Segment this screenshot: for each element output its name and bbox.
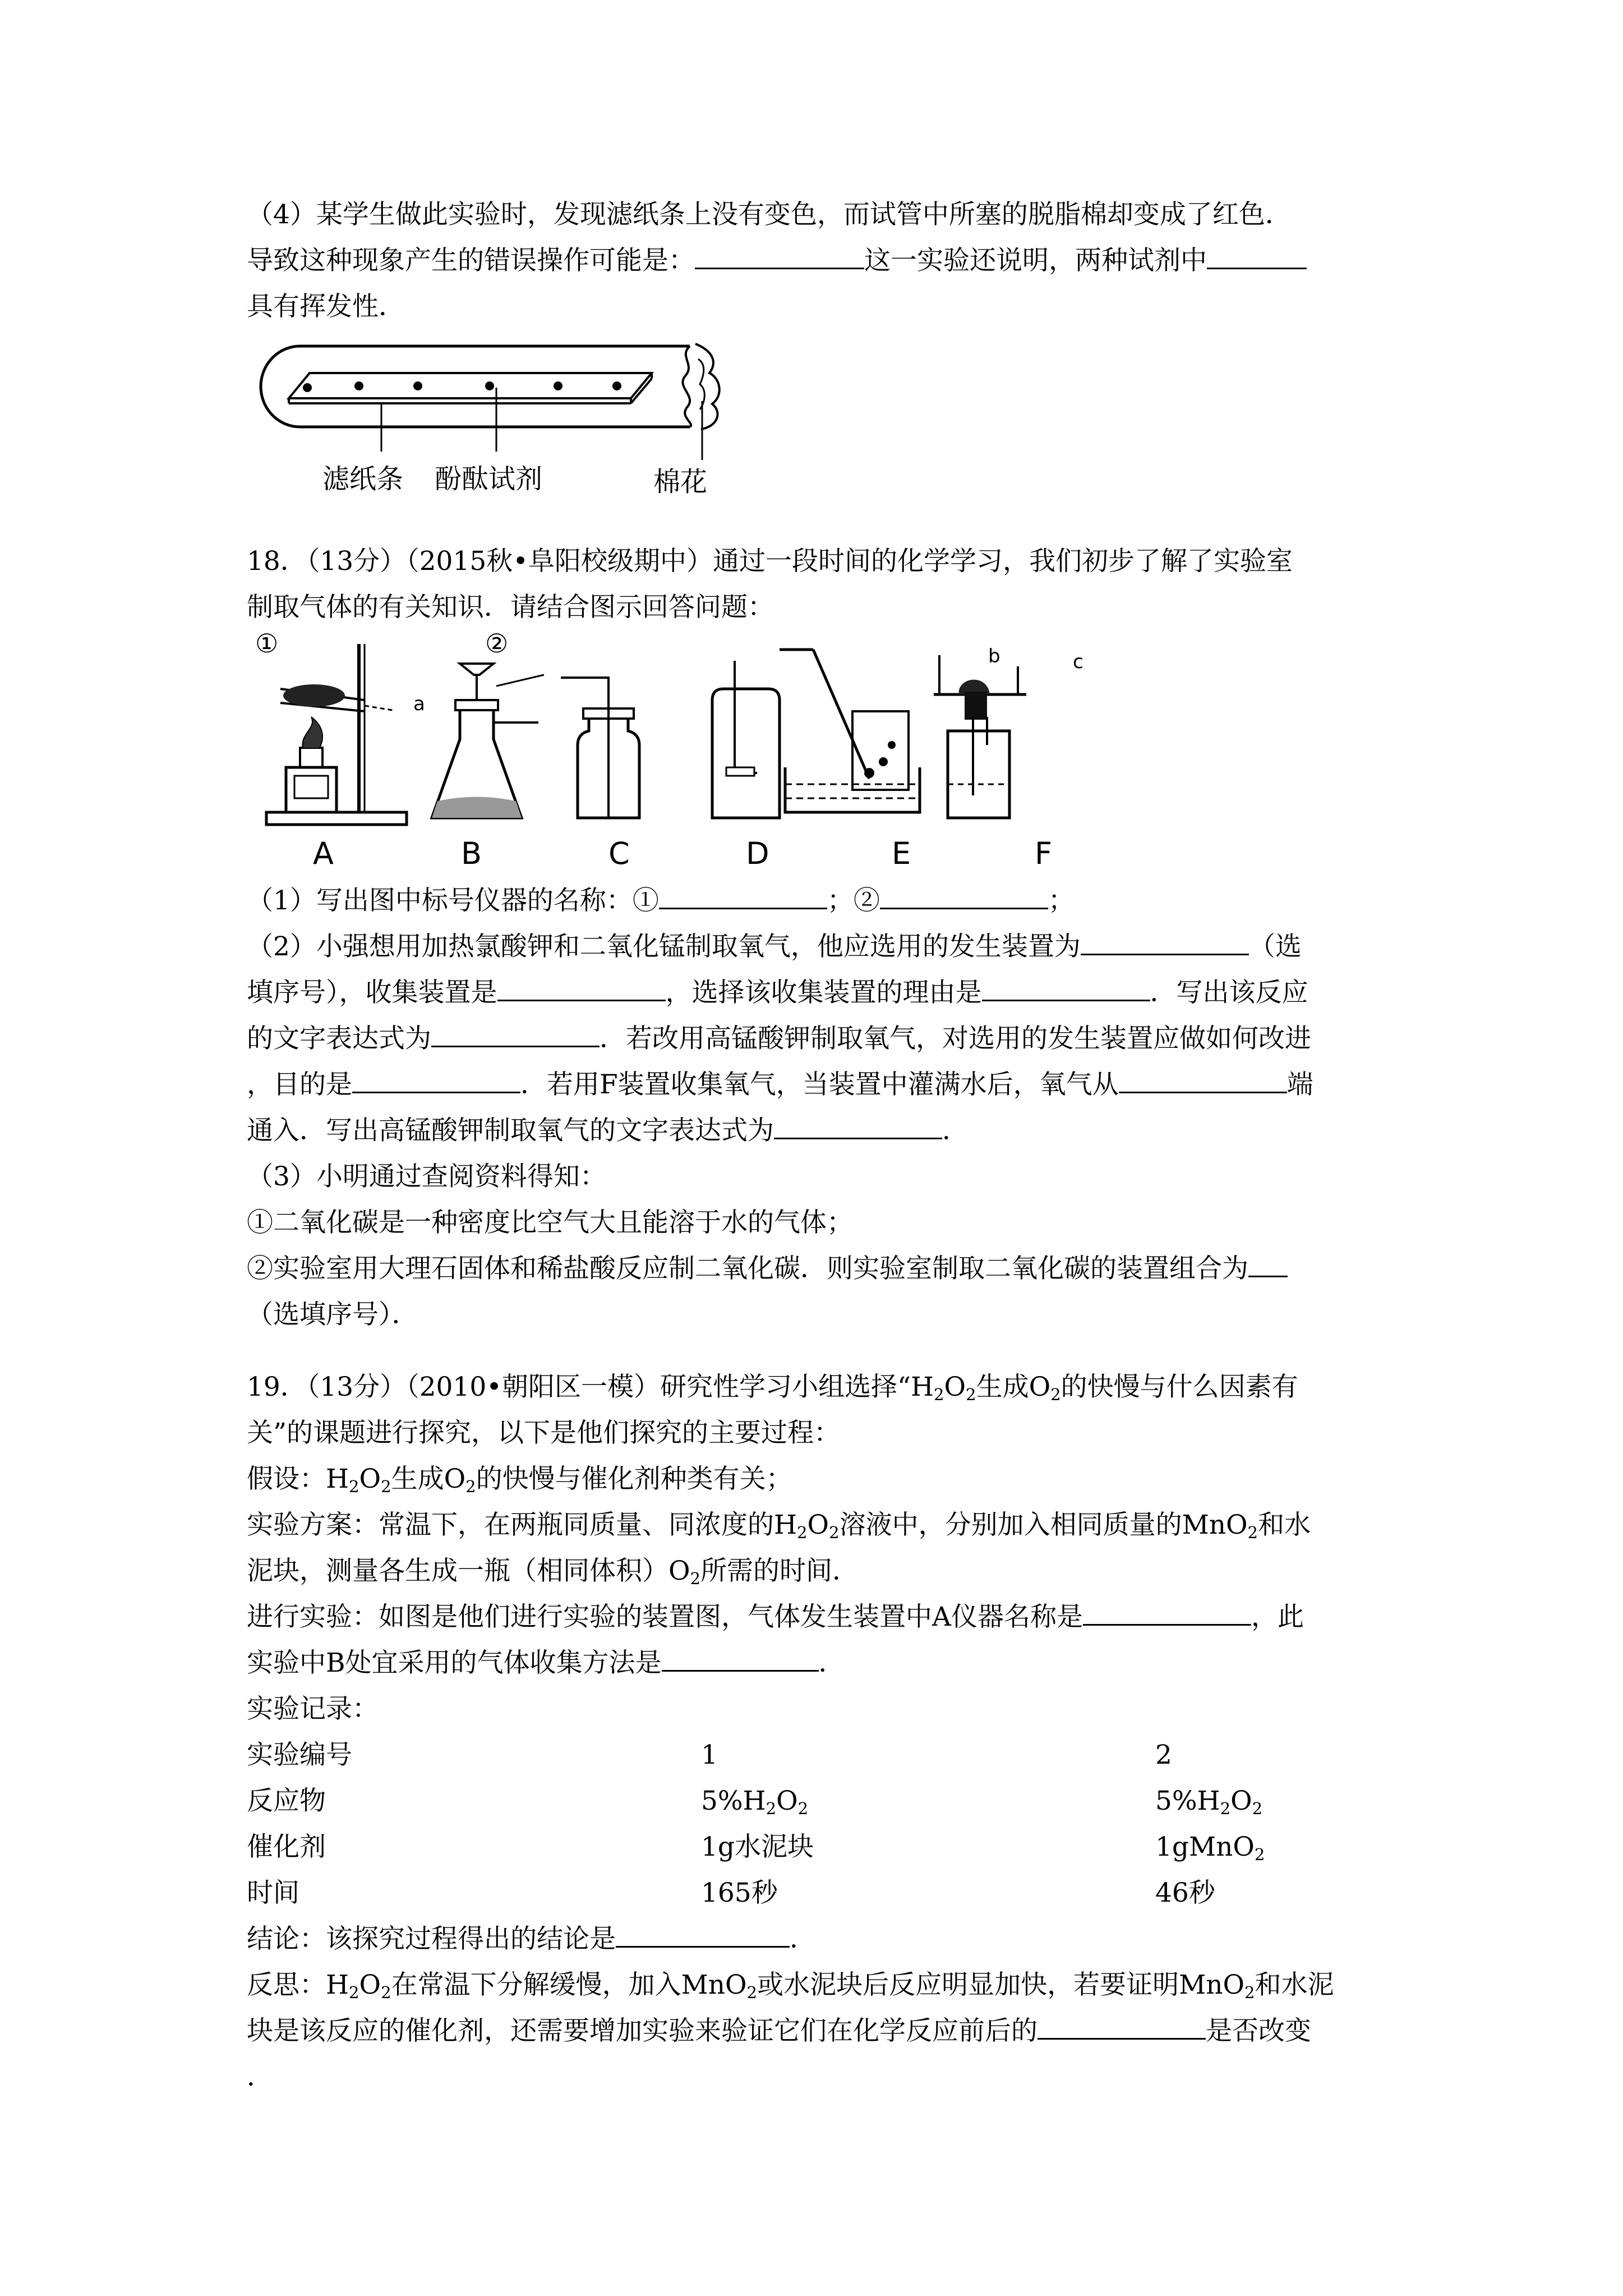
q17-p4-line2: 导致这种现象产生的错误操作可能是： 这一实验还说明，两种试剂中	[247, 242, 1307, 279]
q19-hypothesis: 假设：$H_2O_2$生成$O_2$的快慢与催化剂种类有关；	[247, 1464, 792, 1497]
table-cell: 反应物	[247, 1786, 326, 1816]
table-cell: 2	[1155, 1740, 1172, 1770]
q19-plan-line1: 实验方案：常温下，在两瓶同质量、同浓度的$H_2O_2$溶液中，分别加入相同质量的MnO$_2$和水	[247, 1510, 1311, 1543]
table-cell: $5\%H_2O_2$	[701, 1786, 809, 1819]
apparatus-label-f: F	[1035, 836, 1053, 871]
q18-p2-line1: （2）小强想用加热氯酸钾和二氧化锰制取氧气，他应选用的发生装置为 （选	[247, 931, 1302, 962]
marker-2: ②	[485, 628, 509, 659]
answer-blank[interactable]	[774, 1115, 942, 1139]
table-cell: 时间	[247, 1878, 299, 1908]
marker-a: a	[413, 693, 425, 715]
q19-experiment-line2: 实验中B处宜采用的气体收集方法是 ．	[247, 1648, 845, 1678]
q19-line1: 19．（13分）（2010•朝阳区一模）研究性学习小组选择“$H_2O_2$生成$O_2$的快慢与什么因素有	[247, 1372, 1298, 1405]
answer-blank[interactable]	[1081, 931, 1249, 955]
answer-blank[interactable]	[1207, 245, 1307, 269]
answer-blank[interactable]	[431, 1023, 600, 1047]
q18-p3-line4: （选填序号）．	[247, 1299, 418, 1330]
q19-conclusion: 结论：该探究过程得出的结论是 ．	[247, 1924, 816, 1954]
q18-p2-line3: 的文字表达式为 ．若改用高锰酸钾制取氧气，对选用的发生装置应做如何改进	[247, 1023, 1311, 1054]
table-cell: 1	[701, 1740, 718, 1770]
label-filter-paper: 滤纸条	[322, 463, 404, 495]
q18-p2-line2: 填序号），收集装置是 ，选择该收集装置的理由是 ．写出该反应	[247, 977, 1308, 1008]
q19-line2: 关”的课题进行探究，以下是他们探究的主要过程：	[247, 1418, 841, 1448]
apparatus-label-b: B	[461, 836, 482, 871]
marker-1: ①	[255, 628, 279, 659]
table-cell: 46秒	[1155, 1878, 1215, 1908]
answer-blank[interactable]	[616, 1924, 790, 1948]
answer-blank[interactable]	[662, 1648, 819, 1672]
answer-blank[interactable]	[1248, 1253, 1288, 1277]
answer-blank[interactable]	[695, 245, 864, 269]
table-cell: 165秒	[701, 1878, 778, 1908]
apparatus-label-a: A	[313, 836, 334, 871]
q18-p3-line2: ①二氧化碳是一种密度比空气大且能溶于水的气体；	[247, 1207, 853, 1238]
q18-p2-line5: 通入．写出高锰酸钾制取氧气的文字表达式为 ．	[247, 1115, 969, 1146]
q18-line2: 制取气体的有关知识．请结合图示回答问题：	[247, 592, 774, 623]
answer-blank[interactable]	[352, 1069, 520, 1093]
answer-blank[interactable]	[880, 885, 1048, 909]
answer-blank[interactable]	[1038, 2016, 1206, 2040]
q19-reflection-line3: ．	[247, 2062, 273, 2092]
q19-reflection-line2: 块是该反应的催化剂，还需要增加实验来验证它们在化学反应前后的 是否改变	[247, 2016, 1311, 2046]
q19-experiment-line1: 进行实验：如图是他们进行实验的装置图，气体发生装置中A仪器名称是 ，此	[247, 1602, 1304, 1632]
table-cell: 1gMnO$_2$	[1155, 1832, 1265, 1865]
apparatus-label-e: E	[892, 836, 911, 871]
label-cotton: 棉花	[653, 466, 708, 498]
answer-blank[interactable]	[1083, 1602, 1251, 1626]
q18-p1: （1）写出图中标号仪器的名称：① ；② ；	[247, 885, 1075, 916]
answer-blank[interactable]	[1119, 1069, 1287, 1093]
marker-c: c	[1073, 651, 1083, 673]
answer-blank[interactable]	[497, 977, 666, 1001]
q19-reflection-line1: 反思：$H_2O_2$在常温下分解缓慢，加入MnO$_2$或水泥块后反应明显加快，若要证明MnO$_2$和水泥	[247, 1970, 1334, 2003]
answer-blank[interactable]	[982, 977, 1150, 1001]
table-cell: 催化剂	[247, 1832, 326, 1862]
q18-p3-line3: ②实验室用大理石固体和稀盐酸反应制二氧化碳．则实验室制取二氧化碳的装置组合为	[247, 1250, 1288, 1287]
label-phenolphthalein: 酚酞试剂	[435, 463, 543, 495]
table-cell: 实验编号	[247, 1740, 352, 1770]
q18-p2-line4: ，目的是 ．若用F装置收集氧气，当装置中灌满水后，氧气从 端	[247, 1069, 1313, 1100]
q17-p4-line3: 具有挥发性．	[247, 291, 405, 322]
table-cell: 1g水泥块	[701, 1832, 814, 1862]
q19-record-heading: 实验记录：	[247, 1694, 379, 1724]
apparatus-label-c: C	[608, 836, 630, 871]
apparatus-label-d: D	[746, 836, 769, 871]
q18-line1: 18．（13分）（2015秋•阜阳校级期中）通过一段时间的化学学习，我们初步了解了实验室	[247, 546, 1293, 577]
marker-b: b	[988, 645, 1000, 668]
q18-p3-line1: （3）小明通过查阅资料得知：	[247, 1161, 606, 1192]
q17-p4-line1: （4）某学生做此实验时，发现滤纸条上没有变色，而试管中所塞的脱脂棉却变成了红色．	[247, 199, 1292, 230]
q19-plan-line2: 泥块，测量各生成一瓶（相同体积）$O_2$所需的时间．	[247, 1556, 859, 1589]
table-cell: $5\%H_2O_2$	[1155, 1786, 1263, 1819]
answer-blank[interactable]	[659, 885, 827, 909]
